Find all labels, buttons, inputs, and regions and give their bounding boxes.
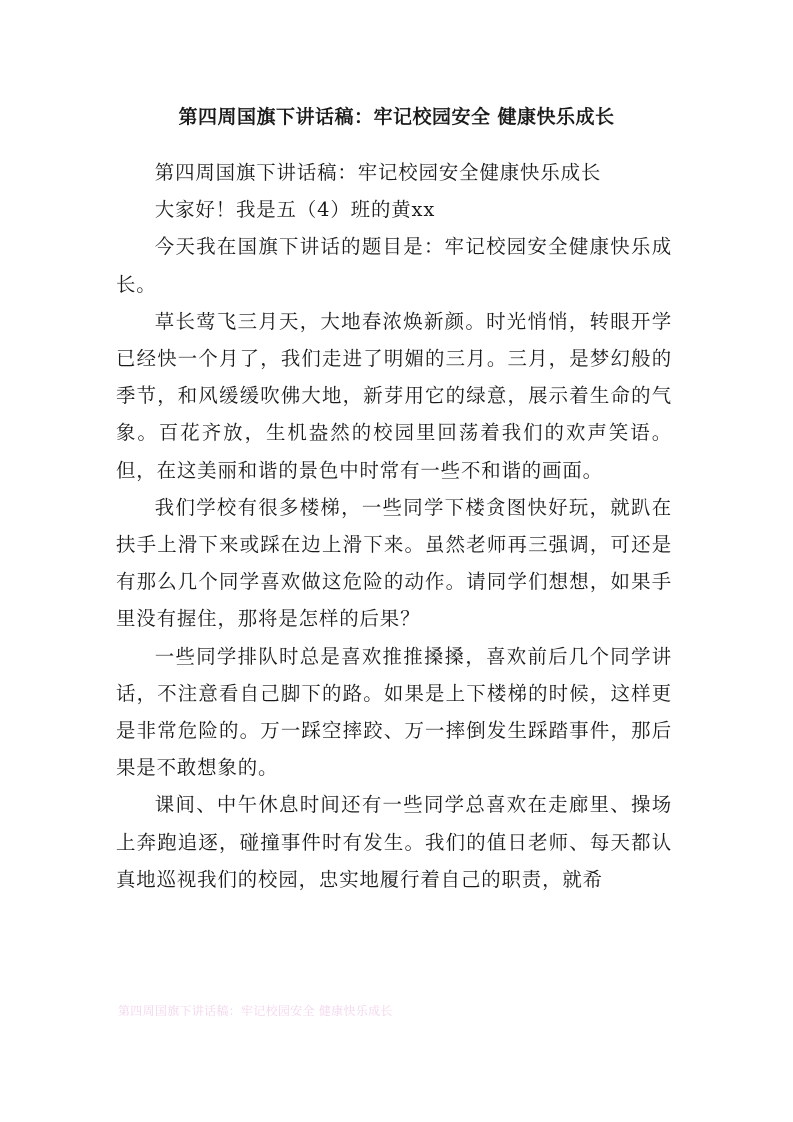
paragraph-spring: 草长莺飞三月天，大地春浓焕新颜。时光悄悄，转眼开学已经快一个月了，我们走进了明媚的三月。三月，是梦幻般的季节，和风缓缓吹佛大地，新芽用它的绿意，展示着生命的气象。百花齐放，生机盎然的校园里回荡着我们的欢声笑语。但，在这美丽和谐的景色中时常有一些不和谐的画面。 xyxy=(116,309,672,482)
paragraph-greeting: 大家好！我是五（4）班的黄xx xyxy=(154,198,436,222)
document-body xyxy=(116,154,672,898)
paragraph-queue: 一些同学排队时总是喜欢推推搡搡，喜欢前后几个同学讲话，不注意看自己脚下的路。如果是上下楼梯的时候，这样更是非常危险的。万一踩空摔跤、万一摔倒发生踩踏事件，那后果是不敢想象的。 xyxy=(116,644,672,780)
paragraph-stairs: 我们学校有很多楼梯，一些同学下楼贪图快好玩，就趴在扶手上滑下来或踩在边上滑下来。虽然老师再三强调，可还是有那么几个同学喜欢做这危险的动作。请同学们想想，如果手里没有握住，那将是怎样的后果？ xyxy=(116,495,672,631)
faded-footer-text: 第四周国旗下讲话稿：牢记校园安全 健康快乐成长 xyxy=(118,1004,393,1018)
paragraph-subtitle: 第四周国旗下讲话稿：牢记校园安全健康快乐成长 xyxy=(154,161,602,184)
paragraph-topic: 今天我在国旗下讲话的题目是：牢记校园安全健康快乐成长。 xyxy=(116,235,672,296)
paragraph-break-time: 课间、中午休息时间还有一些同学总喜欢在走廊里、操场上奔跑追逐，碰撞事件时有发生。我们的值日老师、每天都认真地巡视我们的校园，忠实地履行着自己的职责，就希 xyxy=(116,793,672,891)
document-title: 第四周国旗下讲话稿：牢记校园安全 健康快乐成长 xyxy=(178,106,615,128)
